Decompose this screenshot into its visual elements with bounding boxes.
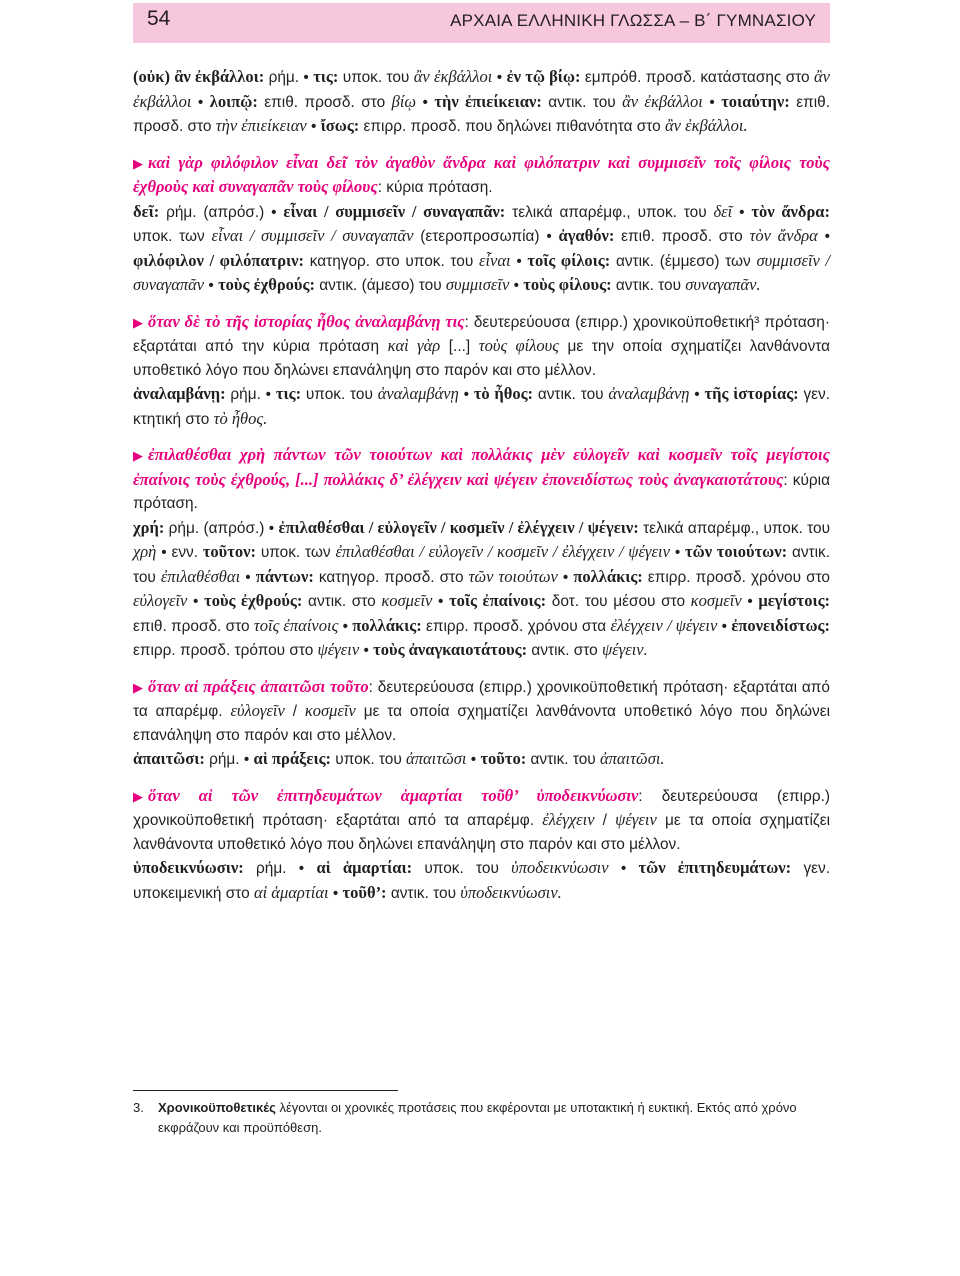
text-run: υποκ. του bbox=[412, 860, 512, 877]
footnote-text bbox=[158, 1098, 833, 1138]
text-run: / bbox=[594, 812, 616, 829]
reference: τοῖς ἐπαίνοις bbox=[253, 615, 339, 635]
running-title: ΑΡΧΑΙΑ ΕΛΛΗΝΙΚΗ ΓΛΩΣΣΑ – Β΄ ΓΥΜΝΑΣΙΟΥ bbox=[450, 11, 816, 30]
reference: εὐλογεῖν bbox=[230, 701, 285, 720]
reference: ἂν ἐκβάλλοι bbox=[133, 67, 830, 111]
text-run: τελικά απαρέμφ., υποκ. του bbox=[505, 203, 714, 221]
reference: ψέγειν bbox=[317, 640, 360, 659]
term: τοὺς ἐχθρούς: bbox=[204, 591, 303, 610]
text-run: • bbox=[702, 93, 722, 111]
quoted-clause: καὶ γὰρ φιλόφιλον εἶναι δεῖ τὸν ἀγαθὸν ἄνδρα καὶ φιλόπατριν καὶ συμμισεῖν τοῖς φίλοις τοὺς ἐχθροὺς καὶ συναγαπᾶν τοὺς φίλους bbox=[133, 152, 830, 196]
text-run: • bbox=[466, 751, 481, 768]
reference: καὶ γὰρ bbox=[387, 336, 441, 355]
triangle-bullet-icon: ▶ bbox=[133, 679, 143, 695]
text-run: υποκ. των bbox=[255, 544, 336, 561]
footnote-rule bbox=[133, 1090, 398, 1091]
reference: τὸν ἄνδρα bbox=[749, 226, 818, 245]
term: χρή: bbox=[133, 517, 165, 537]
triangle-bullet-icon: ▶ bbox=[133, 314, 143, 330]
reference: ἐλέγχειν bbox=[542, 810, 595, 829]
term: ἀναλαμβάνῃ: bbox=[133, 384, 226, 403]
text-run: επιρρ. προσδ. χρόνου στο bbox=[642, 568, 830, 586]
text-run: υποκ. του bbox=[338, 69, 414, 86]
text-run: επιθ. προσδ. στο bbox=[257, 93, 392, 111]
text-run: • bbox=[510, 252, 528, 270]
text-run: • bbox=[689, 386, 705, 403]
reference: αἱ ἁμαρτίαι bbox=[253, 882, 329, 902]
text-run: ρήμ. • bbox=[264, 69, 314, 86]
reference: ἐπιλαθέσθαι bbox=[160, 566, 241, 586]
quoted-clause: ὅταν αἱ τῶν ἐπιτηδευμάτων ἁμαρτίαι τοῦθ’ ὑποδεικνύωσιν bbox=[148, 785, 639, 805]
text-run: • ενν. bbox=[156, 544, 203, 561]
triangle-bullet-icon: ▶ bbox=[133, 448, 143, 463]
term: τὴν ἐπιείκειαν: bbox=[434, 91, 542, 111]
text-run: τελικά απαρέμφ., υποκ. του bbox=[638, 519, 830, 537]
text-run: • bbox=[240, 568, 256, 586]
text-run: : δευτερεύουσα (επιρρ.) χρονικοϋποθετική πρόταση· εξαρτάται από τα απαρέμφ. bbox=[133, 678, 830, 720]
quoted-clause: ὅταν αἱ πράξεις ἀπαιτῶσι τοῦτο bbox=[148, 676, 369, 696]
term: ὑποδεικνύωσιν: bbox=[133, 858, 244, 877]
reference: κοσμεῖν bbox=[304, 701, 356, 720]
paragraph-6 bbox=[133, 516, 830, 663]
reference: τοὺς φίλους bbox=[478, 336, 559, 355]
text-run: υποκ. του bbox=[301, 386, 378, 403]
paragraph-1 bbox=[133, 151, 830, 200]
text-run: επιρρ. προσδ. τρόπου στο bbox=[133, 642, 318, 659]
term: τις: bbox=[275, 384, 302, 403]
page-number: 54 bbox=[147, 7, 171, 30]
paragraph-8 bbox=[133, 747, 830, 772]
term: τοιαύτην: bbox=[721, 91, 790, 111]
text-run: αντικ. του bbox=[541, 93, 623, 111]
text-run: αντικ. (άμεσο) του bbox=[314, 277, 446, 294]
text-run: [...] bbox=[440, 338, 479, 355]
term: λοιπῷ: bbox=[209, 91, 258, 111]
term: τις: bbox=[313, 67, 339, 86]
text-run: επιρρ. προσδ. που δηλώνει πιθανότητα στο bbox=[359, 118, 665, 135]
term: τῆς ἱστορίας: bbox=[704, 384, 799, 403]
text-run: • bbox=[204, 277, 219, 294]
text-run: • bbox=[608, 860, 639, 877]
text-run: • bbox=[306, 118, 321, 135]
text-run: ρήμ. • bbox=[225, 386, 276, 403]
reference: ἀναλαμβάνῃ bbox=[608, 384, 690, 403]
footnote-term: Χρονικοϋποθετικές bbox=[158, 1100, 276, 1115]
term: πολλάκις: bbox=[352, 615, 422, 635]
reference: τὸ ἦθος. bbox=[213, 408, 268, 428]
term: τοῦτο: bbox=[480, 749, 527, 768]
paragraph-10 bbox=[133, 856, 830, 905]
text-run: • bbox=[191, 93, 210, 111]
paragraph-5 bbox=[133, 443, 830, 516]
reference: τῶν τοιούτων bbox=[468, 566, 558, 586]
term: δεῖ: bbox=[133, 201, 160, 221]
reference: κοσμεῖν bbox=[381, 591, 433, 610]
text-run: αντικ. στο bbox=[527, 642, 602, 659]
reference: ἀναλαμβάνῃ bbox=[377, 384, 459, 403]
term: ἀπαιτῶσι: bbox=[133, 749, 205, 768]
term: τὸ ἦθος: bbox=[473, 384, 534, 403]
quoted-clause: ἐπιλαθέσθαι χρὴ πάντων τῶν τοιούτων καὶ πολλάκις μὲν εὐλογεῖν καὶ κοσμεῖν τοῖς μεγίστοις ἐπαίνοις τοὺς ἐχθρούς, [...] πολλάκις δ’ ἐλέγχειν καὶ ψέγειν ἐπονειδίστως τοὺς ἀναγκαιοτάτους bbox=[133, 445, 830, 489]
reference: χρὴ bbox=[133, 542, 157, 561]
text-run: • bbox=[338, 617, 353, 635]
term: τοῦθ’: bbox=[342, 882, 387, 902]
text-run: • bbox=[732, 203, 752, 221]
text-run: με τα οποία σχηματίζει λανθάνοντα υποθετικό λόγο που δηλώνει επανάληψη στο παρόν και στο μέλλον. bbox=[133, 703, 831, 744]
text-run: ρήμ. • bbox=[204, 751, 254, 768]
text-run: γεν. κτητική στο bbox=[133, 386, 830, 428]
reference: συμμισεῖν / συναγαπᾶν bbox=[133, 250, 830, 294]
paragraph-0 bbox=[133, 65, 830, 139]
footnote-body: λέγονται οι χρονικές προτάσεις που εκφέρονται με υποτακτική ή ευκτική. Εκτός από χρόνο εκφράζουν και προϋπόθεση. bbox=[158, 1100, 797, 1135]
text-run: αντικ. του bbox=[386, 884, 461, 902]
text-run: υποκ. του bbox=[331, 751, 407, 768]
term: ἐπονειδίστως: bbox=[731, 615, 830, 635]
text-run: • bbox=[432, 593, 450, 610]
text-run: / bbox=[284, 703, 305, 720]
reference: ἐλέγχειν / ψέγειν bbox=[610, 615, 718, 635]
term: μεγίστοις: bbox=[758, 591, 831, 610]
term: τοὺς φίλους: bbox=[523, 275, 612, 294]
text-run: επιθ. προσδ. στο bbox=[614, 228, 750, 245]
term: ἐπιλαθέσθαι / εὐλογεῖν / κοσμεῖν / ἐλέγχειν / ψέγειν: bbox=[278, 517, 639, 537]
term: πολλάκις: bbox=[573, 566, 643, 586]
text-run: ρήμ. (απρόσ.) • bbox=[164, 519, 279, 537]
text-run: : κύρια πρόταση. bbox=[377, 179, 493, 196]
term: τοῖς φίλοις: bbox=[527, 250, 611, 270]
term: τῶν ἐπιτηδευμάτων: bbox=[638, 858, 792, 877]
reference: ἀπαιτῶσι. bbox=[599, 749, 665, 768]
term: τῶν τοιούτων: bbox=[685, 542, 788, 561]
reference: τὴν ἐπιείκειαν bbox=[215, 116, 307, 135]
reference: κοσμεῖν bbox=[690, 591, 742, 610]
term: (οὐκ) ἂν ἐκβάλλοι: bbox=[133, 67, 265, 86]
reference: ψέγειν. bbox=[601, 640, 648, 659]
page-header bbox=[133, 3, 830, 43]
text-run: (ετεροπροσωπία) • bbox=[413, 228, 559, 245]
text-run: • bbox=[817, 228, 831, 245]
text-run: επιθ. προσδ. στο bbox=[133, 93, 830, 135]
text-run: αντικ. στο bbox=[302, 593, 382, 610]
term: ἐν τῷ βίῳ: bbox=[506, 67, 581, 86]
text-run: ρήμ. (απρόσ.) • bbox=[159, 203, 284, 221]
text-run: υποκ. των bbox=[133, 228, 212, 245]
text-run: αντικ. του bbox=[133, 544, 831, 586]
term: αἱ πράξεις: bbox=[253, 749, 332, 768]
reference: ἂν ἐκβάλλοι. bbox=[664, 116, 748, 135]
text-run: • bbox=[669, 544, 686, 561]
reference: ἀπαιτῶσι bbox=[406, 749, 467, 768]
text-run: γεν. υποκειμενική στο bbox=[133, 860, 830, 902]
reference: ἂν ἐκβάλλοι bbox=[622, 91, 703, 111]
text-run: : κύρια πρόταση. bbox=[133, 471, 830, 512]
text-run: • bbox=[458, 386, 474, 403]
text-run: αντικ. του bbox=[533, 386, 609, 403]
text-run: • bbox=[741, 593, 759, 610]
reference: συμμισεῖν bbox=[445, 275, 510, 294]
term: ἀγαθόν: bbox=[558, 226, 615, 245]
paragraph-3 bbox=[133, 310, 830, 383]
reference: ὑποδεικνύωσιν bbox=[511, 858, 609, 877]
term: τοῖς ἐπαίνοις: bbox=[449, 591, 547, 610]
reference: εἶναι / συμμισεῖν / συναγαπᾶν bbox=[211, 226, 414, 245]
term: φιλόφιλον / φιλόπατριν: bbox=[133, 250, 305, 270]
quoted-clause: ὅταν δὲ τὸ τῆς ἱστορίας ἦθος ἀναλαμβάνῃ τις bbox=[148, 311, 465, 331]
reference: εὐλογεῖν bbox=[133, 591, 188, 610]
footnote bbox=[133, 1098, 833, 1138]
term: τοὺς ἀναγκαιοτάτους: bbox=[373, 640, 528, 659]
paragraph-4 bbox=[133, 382, 830, 431]
term: αἱ ἁμαρτίαι: bbox=[316, 858, 413, 877]
term: ἴσως: bbox=[320, 116, 360, 135]
text-run: επιρρ. προσδ. χρόνου στα bbox=[421, 617, 611, 635]
text-run: : δευτερεύουσα (επιρρ.) χρονικοϋποθετική³ πρόταση· εξαρτάται από την κύρια πρόταση bbox=[133, 313, 830, 355]
text-run: ρήμ. • bbox=[243, 860, 317, 877]
text-run: κατηγορ. στο υποκ. του bbox=[304, 252, 479, 270]
term: τοῦτον: bbox=[202, 542, 256, 561]
text-run: κατηγορ. προσδ. στο bbox=[313, 568, 469, 586]
reference: ὑποδεικνύωσιν. bbox=[460, 882, 562, 902]
text-run: επιθ. προσδ. στο bbox=[133, 617, 254, 635]
reference: δεῖ bbox=[713, 201, 733, 221]
reference: συναγαπᾶν. bbox=[685, 275, 761, 294]
text-run: εμπρόθ. προσδ. κατάστασης στο bbox=[580, 69, 814, 86]
term: τοὺς ἐχθρούς: bbox=[218, 275, 315, 294]
reference: ψέγειν bbox=[615, 810, 657, 829]
text-run: αντικ. (έμμεσο) των bbox=[610, 252, 757, 270]
term: πάντων: bbox=[255, 566, 314, 586]
reference: ἐπιλαθέσθαι / εὐλογεῖν / κοσμεῖν / ἐλέγχειν / ψέγειν bbox=[335, 542, 670, 561]
text-run: αντικ. του bbox=[611, 277, 686, 294]
text-run: • bbox=[557, 568, 574, 586]
term: εἶναι / συμμισεῖν / συναγαπᾶν: bbox=[283, 201, 506, 221]
term: τὸν ἄνδρα: bbox=[751, 201, 830, 221]
text-run: • bbox=[717, 617, 732, 635]
footnote-number: 3. bbox=[133, 1100, 144, 1115]
text-run: • bbox=[416, 93, 435, 111]
text-run: • bbox=[187, 593, 205, 610]
text-run: • bbox=[328, 884, 343, 902]
paragraph-7 bbox=[133, 675, 830, 748]
text-run: με την οποία σχηματίζει λανθάνοντα υποθετικό λόγο που δηλώνει επανάληψη στο παρόν και στο μέλλον. bbox=[133, 338, 831, 379]
text-run: • bbox=[359, 642, 374, 659]
text-run: με τα οποία σχηματίζει λανθάνοντα υποθετικό λόγο που δηλώνει επανάληψη στο παρόν και στο μέλλον. bbox=[133, 812, 830, 853]
triangle-bullet-icon: ▶ bbox=[133, 155, 143, 171]
reference: βίῳ bbox=[391, 91, 417, 111]
reference: εἶναι bbox=[478, 250, 511, 270]
paragraph-9 bbox=[133, 784, 830, 857]
text-run: αντικ. του bbox=[526, 751, 600, 768]
text-run: • bbox=[492, 69, 507, 86]
text-run: δοτ. του μέσου στο bbox=[546, 593, 691, 610]
reference: ἂν ἐκβάλλοι bbox=[413, 67, 493, 86]
page-body bbox=[133, 65, 830, 905]
text-run: • bbox=[509, 277, 524, 294]
paragraph-2 bbox=[133, 200, 830, 298]
text-run: : δευτερεύουσα (επιρρ.) χρονικοϋποθετική πρόταση· εξαρτάται από τα απαρέμφ. bbox=[133, 787, 830, 829]
triangle-bullet-icon: ▶ bbox=[133, 788, 143, 804]
